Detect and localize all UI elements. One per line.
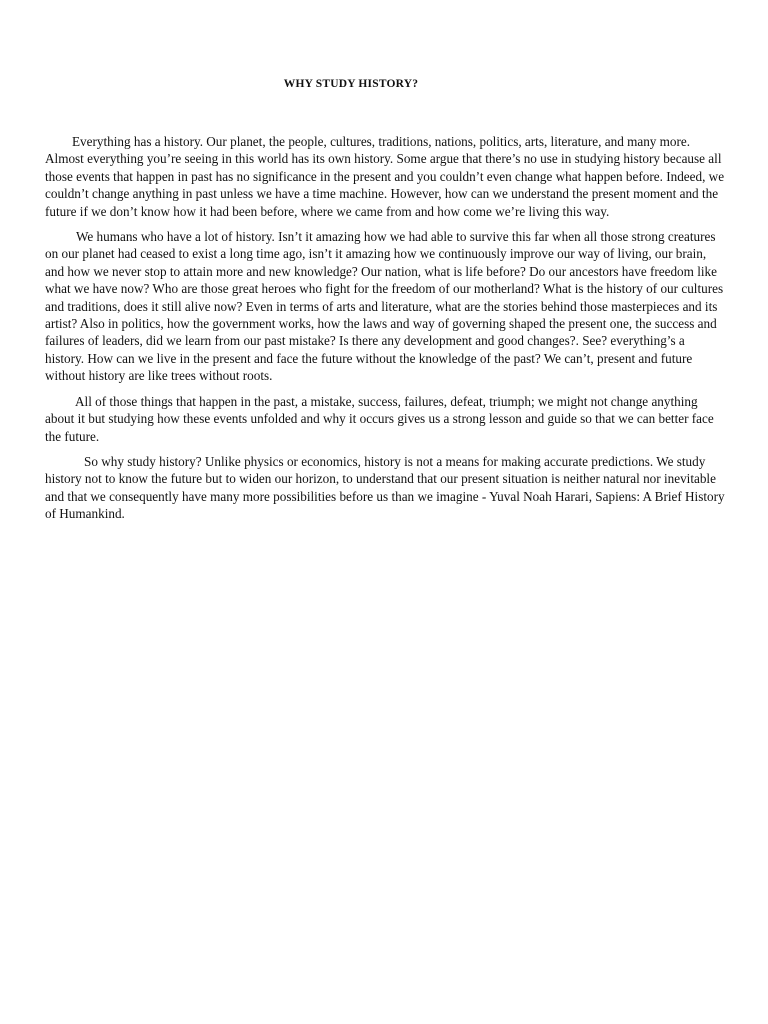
paragraph-2: We humans who have a lot of history. Isn’t it amazing how we had able to survive this far when all those strong creatures on our planet had ceased to exist a long time ago, isn’t it amazing how we continuously improve our way of living, our brain, and how we never stop to attain more and new knowledge? Our nation, what is life before? Do our ancestors have freedom like what we have now? Who are those great heroes who fight for the freedom of our motherland? What is the history of our cultures and traditions, does it still alive now? Even in terms of arts and literature, what are the stories behind those masterpieces and its artist? Also in politics, how the government works, how the laws and way of governing shaped the present one, the success and failures of leaders, did we learn from our past mistake? Is there any development and good changes?. See? everything’s a history. How can we live in the present and face the future without the knowledge of the past? We can’t, present and future without history are like trees without roots. bbox=[45, 229, 724, 384]
document-body bbox=[45, 133, 725, 531]
document-title: WHY STUDY HISTORY? bbox=[283, 78, 419, 90]
paragraph-3: All of those things that happen in the past, a mistake, success, failures, defeat, triumph; we might not change anything about it but studying how these events unfolded and why it occurs gives us a strong lesson and guide so that we can better face the future. bbox=[45, 393, 714, 444]
paragraph-4: So why study history? Unlike physics or economics, history is not a means for making accurate predictions. We study history not to know the future but to widen our horizon, to understand that our present situation is neither natural nor inevitable and that we consequently have many more possibilities before us than we imagine - Yuval Noah Harari, Sapiens: A Brief History of Humankind. bbox=[45, 453, 725, 522]
paragraph-1: Everything has a history. Our planet, the people, cultures, traditions, nations, politics, arts, literature, and many more. Almost everything you’re seeing in this world has its own history. Some argue that there’s no use in studying history because all those events that happen in past has no significance in the present and you couldn’t even change what happen before. Indeed, we couldn’t change anything in past unless we have a time machine. However, how can we understand the present moment and the future if we don’t know how it had been before, where we came from and how come we’re living this way. bbox=[45, 134, 725, 219]
